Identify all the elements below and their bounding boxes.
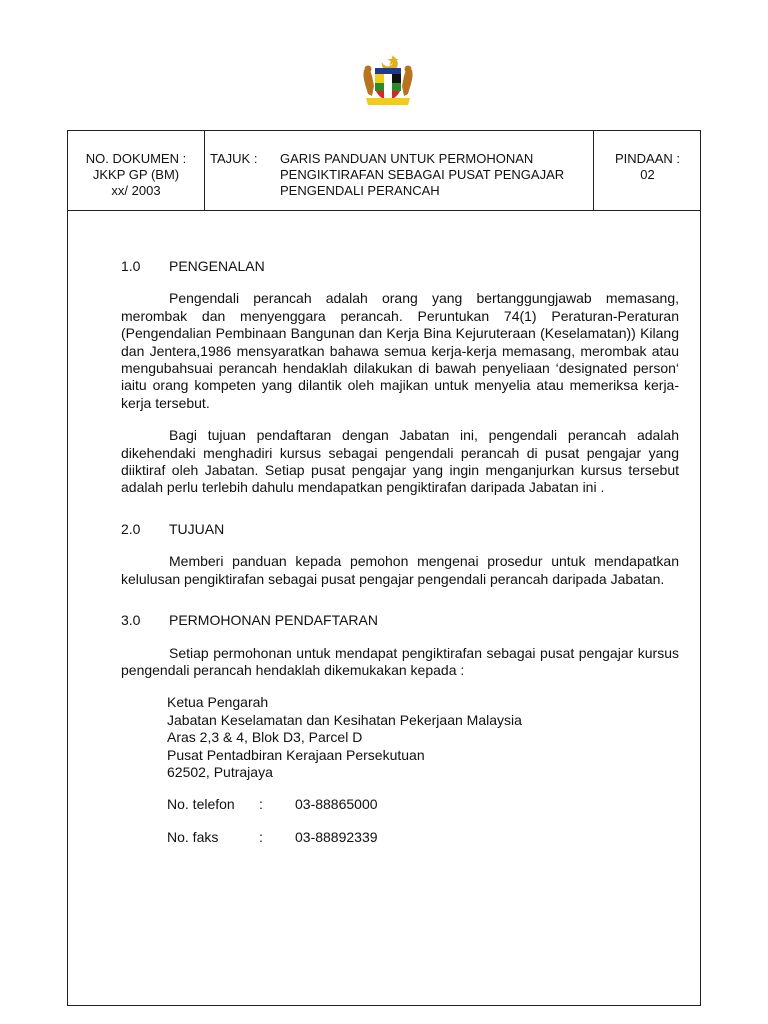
section-title: TUJUAN	[169, 520, 225, 537]
amendment-cell	[595, 151, 700, 183]
document-title-line: PENGENDALI PERANCAH	[280, 183, 440, 198]
document-title-line: GARIS PANDUAN UNTUK PERMOHONAN	[280, 151, 534, 166]
document-number-label: NO. DOKUMEN :	[85, 151, 187, 166]
title-label: TAJUK :	[210, 151, 258, 166]
section-number: 2.0	[121, 520, 141, 537]
fax-row	[167, 829, 679, 846]
section-heading	[121, 612, 679, 629]
address-line: Pusat Pentadbiran Kerajaan Persekutuan	[167, 746, 425, 763]
section-number: 1.0	[121, 258, 141, 274]
address-line: 62502, Putrajaya	[167, 763, 273, 780]
separator: :	[259, 828, 263, 845]
section-heading	[121, 258, 679, 275]
phone-number: 03-88865000	[295, 796, 378, 813]
document-title-line: PENGIKTIRAFAN SEBAGAI PUSAT PENGAJAR	[280, 167, 565, 182]
mailing-address	[167, 694, 679, 781]
separator: :	[259, 796, 263, 813]
fax-label: No. faks	[167, 828, 219, 845]
document-title	[280, 151, 590, 199]
paragraph: Setiap permohonan untuk mendapat pengiktirafan sebagai pusat pengajar kursus pengendali perancah hendaklah dikemukakan kepada :	[121, 644, 679, 678]
document-year: xx/ 2003	[111, 183, 161, 198]
phone-row	[167, 796, 679, 813]
document-number-cell	[68, 151, 204, 199]
paragraph: Pengendali perancah adalah orang yang bertanggungjawab memasang, merombak dan menyenggara perancah. Peruntukan 74(1) Peraturan-Peraturan (Pengendalian Pembinaan Bangunan dan Kerja Bina Kejuruteraan (Keselamatan)) Kilang dan Jentera,1986 mensyaratkan bahawa semua kerja-kerja memasang, merombak atau mengubahsuai perancah hendaklah dilakukan di bawah penyeliaan ‘designated person‘ iaitu orang kompeten yang dilantik oleh majikan untuk menyelia atau memeriksa kerja-kerja tersebut.	[121, 290, 679, 411]
address-line: Aras 2,3 & 4, Blok D3, Parcel D	[167, 729, 363, 746]
address-line: Jabatan Keselamatan dan Kesihatan Pekerjaan Malaysia	[167, 711, 522, 728]
document-code: JKKP GP (BM)	[92, 167, 180, 182]
amendment-number: 02	[640, 167, 655, 182]
section-title: PENGENALAN	[169, 258, 265, 274]
section-number: 3.0	[121, 612, 141, 629]
document-body	[121, 258, 679, 846]
section-title: PERMOHONAN PENDAFTARAN	[169, 612, 378, 629]
paragraph: Memberi panduan kepada pemohon mengenai prosedur untuk mendapatkan kelulusan pengiktirafan sebagai pusat pengajar pengendali perancah daripada Jabatan.	[121, 553, 679, 587]
malaysia-coat-of-arms-icon	[360, 52, 416, 108]
document-header-table	[68, 131, 700, 211]
address-line: Ketua Pengarah	[167, 694, 269, 711]
phone-label: No. telefon	[167, 796, 235, 813]
section-heading	[121, 521, 679, 538]
amendment-label: PINDAAN :	[614, 151, 680, 166]
fax-number: 03-88892339	[295, 828, 378, 845]
paragraph: Bagi tujuan pendaftaran dengan Jabatan ini, pengendali perancah adalah dikehendaki menghadiri kursus sebagai pengendali perancah di pusat pengajar yang diiktiraf oleh Jabatan. Setiap pusat pengajar yang ingin menganjurkan kursus tersebut adalah perlu terlebih dahulu mendapatkan pengiktirafan daripada Jabatan ini .	[121, 427, 679, 496]
header-divider	[204, 131, 205, 210]
header-divider	[593, 131, 594, 210]
